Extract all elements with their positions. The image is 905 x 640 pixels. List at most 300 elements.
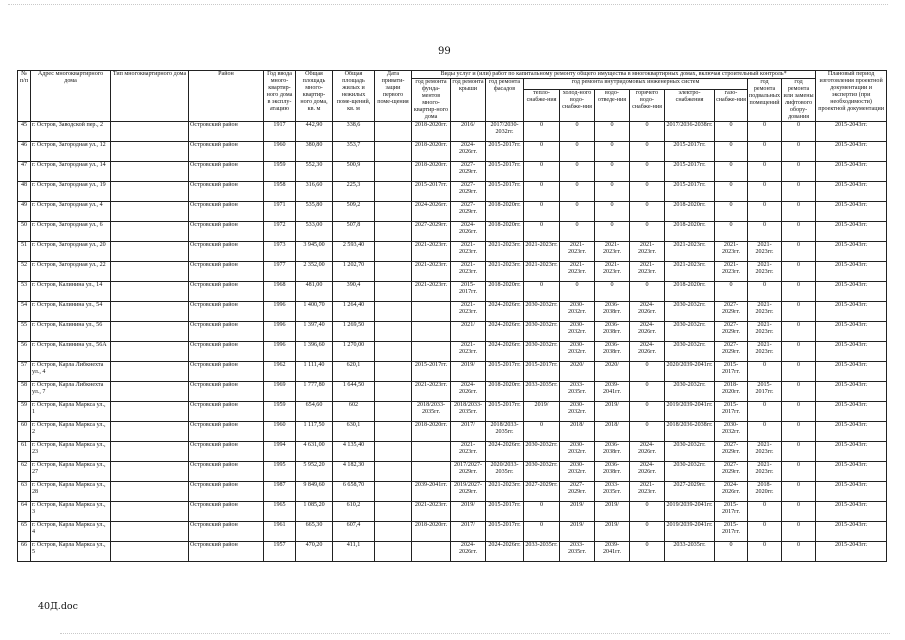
cell-living-area: 1 644,50: [333, 382, 375, 402]
cell-elevator: 0: [782, 162, 816, 182]
header-year-commission: Год ввода много-квартир-ного дома в эксплу-атацию: [264, 71, 296, 122]
cell-facade: 2024-2026гг.: [486, 342, 524, 362]
cell-district: Островский район: [189, 542, 264, 562]
cell-house-type: [111, 502, 189, 522]
cell-planned-period: 2015-2043гг.: [816, 202, 887, 222]
header-facade: год ремонта фасадов: [486, 79, 524, 122]
cell-hot-water: 0: [630, 122, 665, 142]
cell-living-area: 1 202,70: [333, 262, 375, 282]
cell-district: Островский район: [189, 242, 264, 262]
cell-sewage: 2019/: [595, 402, 630, 422]
cell-address: г. Остров, Карла Маркса ул., 2: [31, 422, 111, 442]
cell-elevator: 0: [782, 202, 816, 222]
cell-house-type: [111, 162, 189, 182]
cell-heating: 0: [524, 122, 560, 142]
cell-facade: 2020/2033-2035гг.: [486, 462, 524, 482]
cell-basement: 2021-2023гг.: [748, 302, 782, 322]
cell-privatization: [375, 382, 412, 402]
cell-elevator: 0: [782, 222, 816, 242]
cell-sewage: 2018/: [595, 422, 630, 442]
cell-cold-water: 0: [560, 142, 595, 162]
table-row: [18, 402, 887, 422]
header-gas: газо-снабже-ния: [715, 90, 748, 122]
cell-planned-period: 2015-2043гг.: [816, 302, 887, 322]
cell-sewage: 2019/: [595, 502, 630, 522]
cell-total-area: 665,30: [296, 522, 333, 542]
cell-roof: 2027-2029гг.: [451, 162, 486, 182]
cell-roof: 2021-2023гг.: [451, 302, 486, 322]
table-row: [18, 302, 887, 322]
cell-district: Островский район: [189, 482, 264, 502]
cell-foundation: 2021-2023гг.: [412, 502, 451, 522]
cell-living-area: 1 269,50: [333, 322, 375, 342]
cell-roof: 2017/: [451, 422, 486, 442]
top-border-line: [8, 4, 888, 5]
cell-hot-water: 0: [630, 542, 665, 562]
cell-planned-period: 2015-2043гг.: [816, 422, 887, 442]
cell-total-area: 654,60: [296, 402, 333, 422]
cell-cold-water: 2019/: [560, 522, 595, 542]
cell-address: г. Остров, Загородная ул., 12: [31, 142, 111, 162]
cell-roof: 2021-2023гг.: [451, 262, 486, 282]
cell-address: г. Остров, Карла Либкнехта ул., 7: [31, 382, 111, 402]
cell-year: 1971: [264, 202, 296, 222]
cell-address: г. Остров, Карла Маркса ул., 3: [31, 502, 111, 522]
cell-number: 51: [18, 242, 31, 262]
page-number: 99: [438, 46, 451, 57]
cell-gas: 2015-2017гг.: [715, 522, 748, 542]
cell-elevator: 0: [782, 182, 816, 202]
cell-elevator: 0: [782, 142, 816, 162]
cell-privatization: [375, 542, 412, 562]
cell-living-area: 390,4: [333, 282, 375, 302]
cell-total-area: 5 952,20: [296, 462, 333, 482]
cell-foundation: 2018-2020гг.: [412, 122, 451, 142]
cell-planned-period: 2015-2043гг.: [816, 182, 887, 202]
cell-heating: 0: [524, 502, 560, 522]
cell-cold-water: 2019/: [560, 502, 595, 522]
cell-house-type: [111, 362, 189, 382]
cell-heating: 2019/: [524, 402, 560, 422]
cell-house-type: [111, 342, 189, 362]
cell-hot-water: 0: [630, 422, 665, 442]
cell-privatization: [375, 362, 412, 382]
cell-living-area: 602: [333, 402, 375, 422]
table-row: [18, 222, 887, 242]
cell-total-area: 1 397,40: [296, 322, 333, 342]
cell-hot-water: 0: [630, 522, 665, 542]
cell-address: г. Остров, Загородная ул., 14: [31, 162, 111, 182]
header-house-type: Тип многоквартирного дома: [111, 71, 189, 122]
cell-living-area: 509,2: [333, 202, 375, 222]
cell-year: 1977: [264, 262, 296, 282]
cell-sewage: 2020/: [595, 362, 630, 382]
cell-total-area: 4 631,00: [296, 442, 333, 462]
cell-heating: 2015-2017гг.: [524, 362, 560, 382]
cell-foundation: 2015-2017гг.: [412, 182, 451, 202]
header-basement: год ремонта подвальных помещений: [748, 79, 782, 122]
cell-year: 1987: [264, 482, 296, 502]
cell-elevator: 0: [782, 482, 816, 502]
cell-district: Островский район: [189, 222, 264, 242]
cell-total-area: 1 400,70: [296, 302, 333, 322]
cell-number: 57: [18, 362, 31, 382]
cell-hot-water: 0: [630, 362, 665, 382]
cell-house-type: [111, 462, 189, 482]
cell-sewage: 2036-2038гг.: [595, 302, 630, 322]
cell-house-type: [111, 442, 189, 462]
cell-address: г. Остров, Карла Маркса ул., 4: [31, 522, 111, 542]
cell-year: 1959: [264, 162, 296, 182]
cell-address: г. Остров, Карла Маркса ул., 1: [31, 402, 111, 422]
cell-basement: 0: [748, 362, 782, 382]
cell-privatization: [375, 502, 412, 522]
cell-electricity: 2015-2017гг.: [665, 182, 715, 202]
cell-address: г. Остров, Калинина ул., 56А: [31, 342, 111, 362]
cell-electricity: 2015-2017гг.: [665, 162, 715, 182]
cell-address: г. Остров, Загородная ул., 4: [31, 202, 111, 222]
cell-planned-period: 2015-2043гг.: [816, 382, 887, 402]
cell-living-area: 411,1: [333, 542, 375, 562]
cell-roof: 2015-2017гг.: [451, 282, 486, 302]
table-row: [18, 362, 887, 382]
cell-roof: 2021/: [451, 322, 486, 342]
cell-gas: 0: [715, 542, 748, 562]
cell-facade: 2024-2026гг.: [486, 442, 524, 462]
cell-house-type: [111, 402, 189, 422]
cell-number: 59: [18, 402, 31, 422]
bottom-border-line: [60, 633, 890, 634]
cell-privatization: [375, 302, 412, 322]
cell-living-area: 6 658,70: [333, 482, 375, 502]
cell-house-type: [111, 522, 189, 542]
cell-electricity: 2018-2020гг.: [665, 202, 715, 222]
cell-cold-water: 0: [560, 282, 595, 302]
cell-house-type: [111, 242, 189, 262]
cell-elevator: 0: [782, 242, 816, 262]
cell-elevator: 0: [782, 282, 816, 302]
cell-basement: 0: [748, 222, 782, 242]
cell-facade: 2015-2017гг.: [486, 142, 524, 162]
cell-privatization: [375, 182, 412, 202]
cell-planned-period: 2015-2043гг.: [816, 122, 887, 142]
cell-cold-water: 2021-2023гг.: [560, 262, 595, 282]
cell-roof: 2021-2023гг.: [451, 342, 486, 362]
cell-elevator: 0: [782, 342, 816, 362]
cell-number: 46: [18, 142, 31, 162]
cell-planned-period: 2015-2043гг.: [816, 362, 887, 382]
cell-total-area: 1 111,40: [296, 362, 333, 382]
cell-year: 1960: [264, 142, 296, 162]
cell-number: 61: [18, 442, 31, 462]
cell-heating: 0: [524, 422, 560, 442]
cell-planned-period: 2015-2043гг.: [816, 402, 887, 422]
cell-heating: 0: [524, 142, 560, 162]
cell-hot-water: 0: [630, 142, 665, 162]
cell-address: г. Остров, Калинина ул., 14: [31, 282, 111, 302]
cell-house-type: [111, 422, 189, 442]
cell-number: 53: [18, 282, 31, 302]
cell-facade: 2018-2020гг.: [486, 202, 524, 222]
cell-district: Островский район: [189, 422, 264, 442]
header-roof: год ремонта крыши: [451, 79, 486, 122]
cell-roof: 2017/2027-2029гг.: [451, 462, 486, 482]
cell-hot-water: 2021-2023гг.: [630, 242, 665, 262]
cell-electricity: 2030-2032гг.: [665, 322, 715, 342]
cell-basement: 2018-2020гг.: [748, 482, 782, 502]
cell-number: 58: [18, 382, 31, 402]
cell-cold-water: 0: [560, 182, 595, 202]
cell-foundation: 2021-2023гг.: [412, 242, 451, 262]
table-row: [18, 422, 887, 442]
cell-year: 1996: [264, 302, 296, 322]
cell-gas: 2015-2017гг.: [715, 502, 748, 522]
cell-planned-period: 2015-2043гг.: [816, 242, 887, 262]
cell-hot-water: 0: [630, 222, 665, 242]
cell-basement: 2021-2023гг.: [748, 462, 782, 482]
cell-facade: 2018-2020гг.: [486, 222, 524, 242]
cell-hot-water: 0: [630, 182, 665, 202]
cell-living-area: 4 182,30: [333, 462, 375, 482]
table-row: [18, 462, 887, 482]
cell-basement: 2021-2023гг.: [748, 342, 782, 362]
cell-gas: 0: [715, 142, 748, 162]
cell-district: Островский район: [189, 262, 264, 282]
cell-foundation: [412, 442, 451, 462]
cell-cold-water: 0: [560, 162, 595, 182]
cell-heating: 2033-2035гг.: [524, 382, 560, 402]
cell-cold-water: 2030-2032гг.: [560, 402, 595, 422]
cell-house-type: [111, 262, 189, 282]
cell-address: г. Остров, Загородная ул., 19: [31, 182, 111, 202]
cell-privatization: [375, 422, 412, 442]
cell-facade: 2024-2026гг.: [486, 302, 524, 322]
cell-foundation: 2018-2020гг.: [412, 522, 451, 542]
cell-number: 62: [18, 462, 31, 482]
cell-foundation: 2027-2029гг.: [412, 222, 451, 242]
cell-basement: 2021-2023гг.: [748, 262, 782, 282]
table-row: [18, 202, 887, 222]
header-hot-water: горячего водо-снабже-ния: [630, 90, 665, 122]
table-row: [18, 182, 887, 202]
cell-elevator: 0: [782, 402, 816, 422]
header-address: Адрес многоквартирного дома: [31, 71, 111, 122]
cell-gas: 0: [715, 222, 748, 242]
cell-heating: 0: [524, 182, 560, 202]
table-row: [18, 342, 887, 362]
cell-year: 1996: [264, 342, 296, 362]
cell-planned-period: 2015-2043гг.: [816, 322, 887, 342]
cell-privatization: [375, 282, 412, 302]
cell-number: 52: [18, 262, 31, 282]
cell-year: 1958: [264, 182, 296, 202]
cell-total-area: 481,00: [296, 282, 333, 302]
cell-hot-water: 0: [630, 282, 665, 302]
cell-planned-period: 2015-2043гг.: [816, 502, 887, 522]
cell-heating: 2030-2032гг.: [524, 302, 560, 322]
table-row: [18, 142, 887, 162]
cell-year: 1957: [264, 542, 296, 562]
cell-foundation: [412, 542, 451, 562]
cell-gas: 0: [715, 182, 748, 202]
cell-hot-water: 2021-2023гг.: [630, 482, 665, 502]
header-cold-water: холод-ного водо-снабже-ния: [560, 90, 595, 122]
cell-house-type: [111, 182, 189, 202]
cell-heating: 0: [524, 222, 560, 242]
cell-sewage: 2036-2038гг.: [595, 462, 630, 482]
cell-living-area: 630,1: [333, 422, 375, 442]
cell-sewage: 2036-2038гг.: [595, 342, 630, 362]
cell-total-area: 2 352,00: [296, 262, 333, 282]
cell-sewage: 2039-2041гг.: [595, 542, 630, 562]
cell-basement: 0: [748, 122, 782, 142]
cell-address: г. Остров, Карла Маркса ул., 5: [31, 542, 111, 562]
cell-roof: 2019/: [451, 362, 486, 382]
cell-electricity: 2033-2035гг.: [665, 542, 715, 562]
cell-total-area: 316,60: [296, 182, 333, 202]
cell-privatization: [375, 262, 412, 282]
cell-address: г. Остров, Загородная ул., 22: [31, 262, 111, 282]
cell-gas: 0: [715, 202, 748, 222]
cell-facade: 2024-2026гг.: [486, 542, 524, 562]
header-engineering-group: год ремонта внутридомовых инженерных систем: [524, 79, 748, 90]
table-row: [18, 522, 887, 542]
cell-electricity: 2030-2032гг.: [665, 302, 715, 322]
cell-sewage: 0: [595, 162, 630, 182]
cell-address: г. Остров, Калинина ул., 56: [31, 322, 111, 342]
cell-year: 1917: [264, 122, 296, 142]
cell-gas: 2018-2020гг.: [715, 382, 748, 402]
cell-house-type: [111, 302, 189, 322]
cell-sewage: 2019/: [595, 522, 630, 542]
cell-heating: 0: [524, 282, 560, 302]
cell-foundation: [412, 462, 451, 482]
cell-sewage: 2036-2038гг.: [595, 322, 630, 342]
cell-address: г. Остров, Калинина ул., 54: [31, 302, 111, 322]
cell-living-area: 620,1: [333, 362, 375, 382]
cell-district: Островский район: [189, 162, 264, 182]
cell-privatization: [375, 242, 412, 262]
cell-elevator: 0: [782, 382, 816, 402]
cell-roof: 2024-2026гг.: [451, 142, 486, 162]
cell-year: 1996: [264, 322, 296, 342]
cell-foundation: 2039-2041гг.: [412, 482, 451, 502]
header-electricity: электро-снабжения: [665, 90, 715, 122]
cell-year: 1959: [264, 402, 296, 422]
table-row: [18, 482, 887, 502]
cell-district: Островский район: [189, 442, 264, 462]
cell-privatization: [375, 322, 412, 342]
cell-roof: 2024-2026гг.: [451, 542, 486, 562]
cell-basement: 0: [748, 522, 782, 542]
cell-total-area: 535,80: [296, 202, 333, 222]
cell-number: 50: [18, 222, 31, 242]
cell-living-area: 2 593,40: [333, 242, 375, 262]
cell-year: 1973: [264, 242, 296, 262]
cell-facade: 2024-2026гг.: [486, 322, 524, 342]
cell-total-area: 533,00: [296, 222, 333, 242]
cell-sewage: 2021-2023гг.: [595, 242, 630, 262]
cell-heating: 2030-2032гг.: [524, 462, 560, 482]
cell-house-type: [111, 142, 189, 162]
cell-electricity: 2030-2032гг.: [665, 462, 715, 482]
cell-cold-water: 2030-2032гг.: [560, 462, 595, 482]
cell-facade: 2015-2017гг.: [486, 402, 524, 422]
table-row: [18, 382, 887, 402]
cell-basement: 0: [748, 162, 782, 182]
cell-address: г. Остров, Карла Маркса ул., 23: [31, 442, 111, 462]
cell-total-area: 1 085,20: [296, 502, 333, 522]
header-sewage: водо-отведе-ния: [595, 90, 630, 122]
cell-privatization: [375, 482, 412, 502]
cell-district: Островский район: [189, 202, 264, 222]
cell-foundation: [412, 322, 451, 342]
table-row: [18, 122, 887, 142]
cell-foundation: 2021-2023гг.: [412, 282, 451, 302]
cell-gas: 2027-2029гг.: [715, 302, 748, 322]
header-total-area: Общая площадь много-квартир-ного дома, кв. м: [296, 71, 333, 122]
header-living-area: Общая площадь жилых и нежилых поме-щений, кв. м: [333, 71, 375, 122]
cell-electricity: 2019/2039-2041гг.: [665, 402, 715, 422]
cell-house-type: [111, 382, 189, 402]
cell-heating: 2021-2023гг.: [524, 242, 560, 262]
cell-address: г. Остров, Карла Маркса ул., 27: [31, 462, 111, 482]
cell-privatization: [375, 202, 412, 222]
cell-elevator: 0: [782, 362, 816, 382]
cell-hot-water: 2024-2026гг.: [630, 442, 665, 462]
cell-gas: 0: [715, 282, 748, 302]
cell-roof: 2027-2029гг.: [451, 182, 486, 202]
cell-cold-water: 2018/: [560, 422, 595, 442]
cell-basement: 0: [748, 182, 782, 202]
cell-gas: 2015-2017гг.: [715, 402, 748, 422]
cell-address: г. Остров, Карла Либкнехта ул., 4: [31, 362, 111, 382]
cell-elevator: 0: [782, 302, 816, 322]
cell-elevator: 0: [782, 442, 816, 462]
cell-electricity: 2030-2032гг.: [665, 342, 715, 362]
cell-basement: 0: [748, 422, 782, 442]
table-row: [18, 442, 887, 462]
cell-address: г. Остров, Карла Маркса ул., 28: [31, 482, 111, 502]
cell-basement: 0: [748, 202, 782, 222]
cell-foundation: [412, 302, 451, 322]
cell-living-area: 353,7: [333, 142, 375, 162]
cell-facade: 2015-2017гг.: [486, 162, 524, 182]
cell-cold-water: 2030-2032гг.: [560, 442, 595, 462]
table-body: [18, 122, 887, 562]
cell-electricity: 2030-2032гг.: [665, 442, 715, 462]
cell-gas: 0: [715, 162, 748, 182]
cell-cold-water: 2027-2029гг.: [560, 482, 595, 502]
cell-gas: 2021-2023гг.: [715, 262, 748, 282]
cell-roof: 2016/: [451, 122, 486, 142]
cell-district: Островский район: [189, 502, 264, 522]
cell-electricity: 2015-2017гг.: [665, 142, 715, 162]
cell-total-area: 3 945,00: [296, 242, 333, 262]
table-row: [18, 322, 887, 342]
cell-year: 1962: [264, 362, 296, 382]
cell-basement: 0: [748, 282, 782, 302]
cell-hot-water: 0: [630, 202, 665, 222]
cell-privatization: [375, 442, 412, 462]
cell-foundation: 2024-2026гг.: [412, 202, 451, 222]
cell-roof: 2017/: [451, 522, 486, 542]
cell-heating: 2027-2029гг.: [524, 482, 560, 502]
cell-cold-water: 2021-2023гг.: [560, 242, 595, 262]
header-heating: тепло-снабже-ния: [524, 90, 560, 122]
cell-district: Островский район: [189, 362, 264, 382]
cell-district: Островский район: [189, 282, 264, 302]
